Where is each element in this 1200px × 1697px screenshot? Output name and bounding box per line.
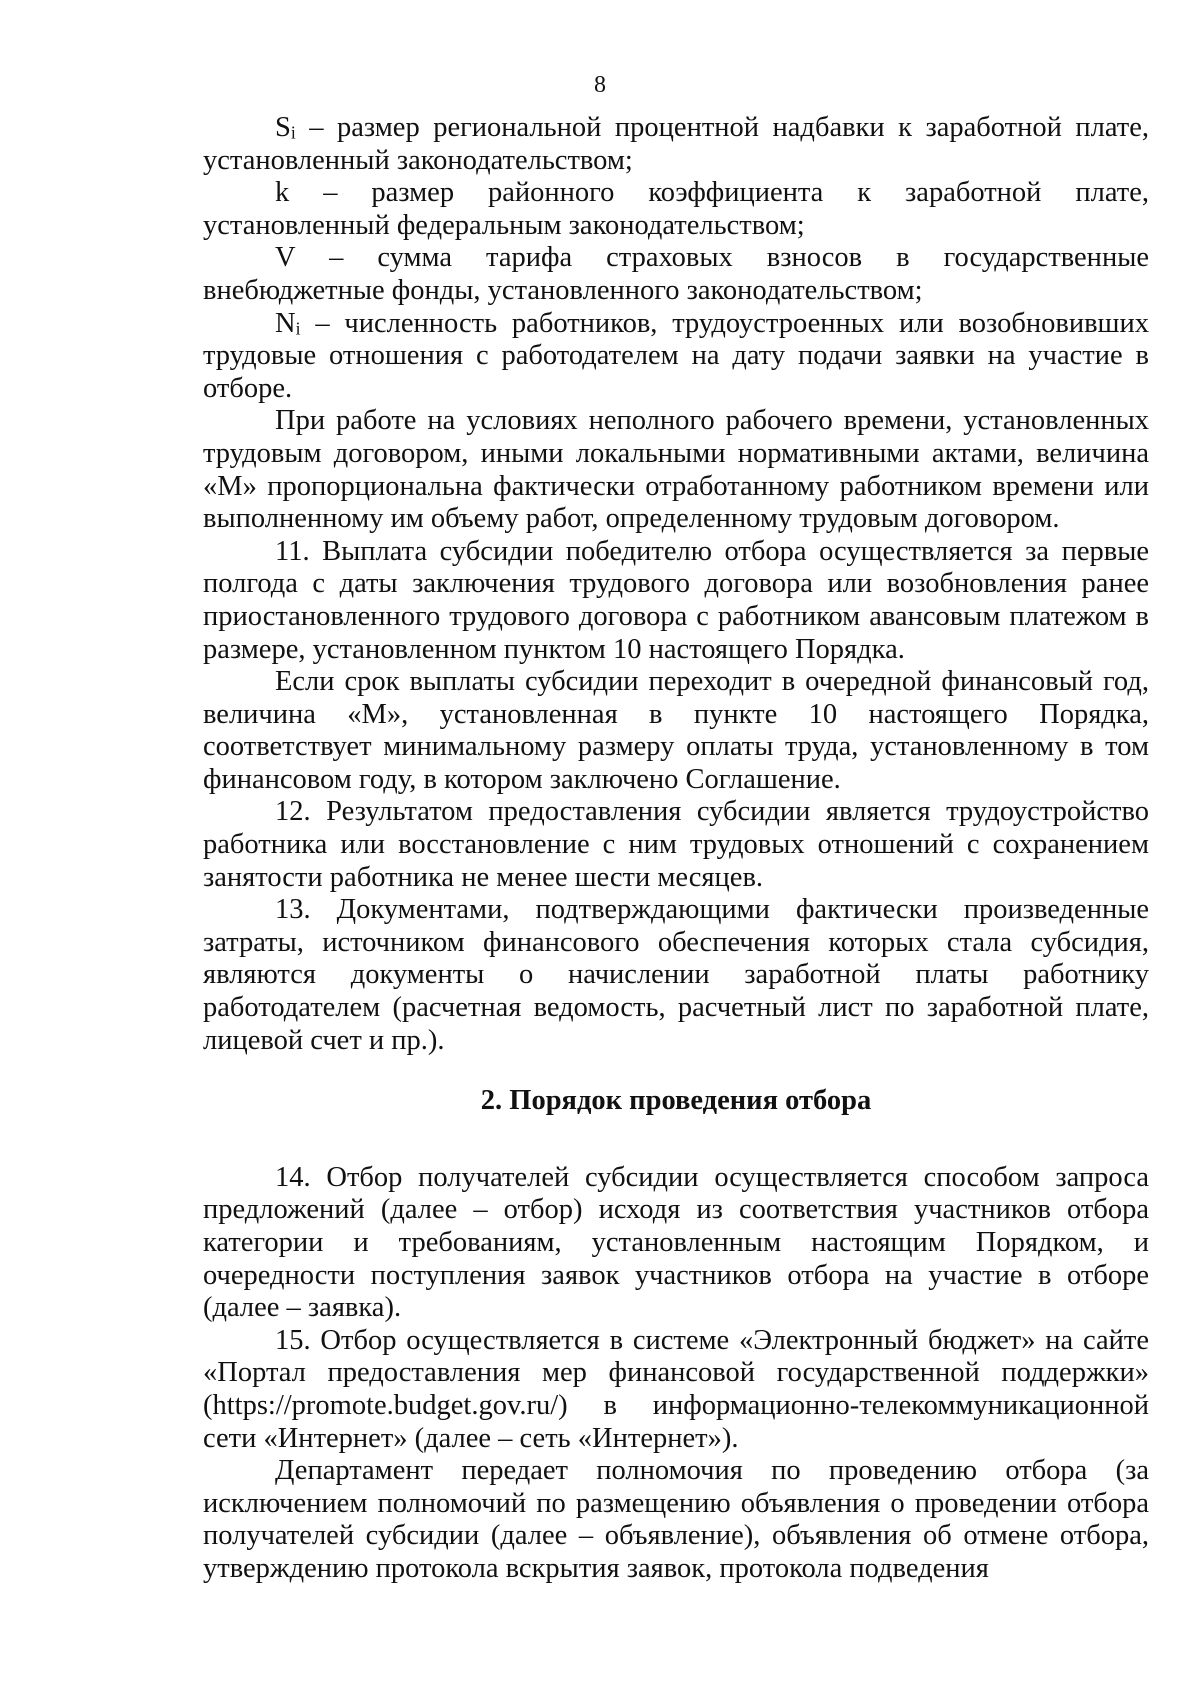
symbol-k: k	[275, 177, 290, 209]
paragraph-11: 11. Выплата субсидии победителю отбора осуществляется за первые полгода с даты заключения трудового договора или возобновления ранее приостановленного трудового договора с работником авансовым платежом в размере, установленном пунктом 10 настоящего Порядка.	[203, 535, 1149, 665]
definition-text: – численность работников, трудоустроенных или возобновивших трудовые отношения с работодателем на дату подачи заявки на участие в отборе.	[203, 307, 1149, 404]
paragraph-department: Департамент передает полномочия по проведению отбора (за исключением полномочий по размещению объявления о проведении отбора получателей субсидии (далее – объявление), объявления об отмене отбора, утверждению протокола вскрытия заявок, протокола подведения	[203, 1455, 1149, 1584]
definition-text: – размер районного коэффициента к заработной плате, установленный федеральным законодательством;	[203, 177, 1149, 241]
page-number: 8	[594, 72, 606, 98]
definition-text: – сумма тарифа страховых взносов в государственные внебюджетные фонды, установленного законодательством;	[203, 242, 1149, 306]
definition-k	[203, 177, 1149, 242]
paragraph-15: 15. Отбор осуществляется в системе «Электронный бюджет» на сайте «Портал предоставления мер финансовой государственной поддержки» (https://promote.budget.gov.ru/) в информационно-телекоммуникационной сети «Интернет» (далее – сеть «Интернет»).	[203, 1324, 1149, 1454]
subscript-i: i	[290, 122, 296, 143]
section-heading: 2. Порядок проведения отбора	[480, 1085, 872, 1117]
symbol-n: N	[275, 307, 296, 339]
definition-v	[203, 242, 1149, 307]
paragraph-14: 14. Отбор получателей субсидии осуществляется способом запроса предложений (далее – отбор) исходя из соответствия участников отбора категории и требованиям, установленным настоящим Порядком, и очередности поступления заявок участников отбора на участие в отборе (далее – заявка).	[203, 1161, 1149, 1324]
definition-si	[203, 112, 1149, 177]
definition-ni	[203, 308, 1149, 406]
definition-text: – размер региональной процентной надбавки к заработной плате, установленный законодательством;	[203, 112, 1149, 176]
document-body	[203, 112, 1149, 1586]
subscript-i: i	[295, 318, 301, 339]
symbol-v: V	[275, 242, 296, 274]
symbol-s: S	[275, 112, 291, 143]
paragraph-13: 13. Документами, подтверждающими фактически произведенные затраты, источником финансового обеспечения которых стала субсидия, являются документы о начислении заработной платы работнику работодателем (расчетная ведомость, расчетный лист по заработной плате, лицевой счет и пр.).	[203, 894, 1149, 1056]
paragraph-12: 12. Результатом предоставления субсидии является трудоустройство работника или восстановление с ним трудовых отношений с сохранением занятости работника не менее шести месяцев.	[203, 796, 1149, 893]
paragraph-11-continuation: Если срок выплаты субсидии переходит в очередной финансовый год, величина «М», установленная в пункте 10 настоящего Порядка, соответствует минимальному размеру оплаты труда, установленному в том финансовом году, в котором заключено Соглашение.	[203, 666, 1149, 795]
paragraph-part-time: При работе на условиях неполного рабочего времени, установленных трудовым договором, иными локальными нормативными актами, величина «М» пропорциональна фактически отработанному работником времени или выполненному им объему работ, определенному трудовым договором.	[203, 405, 1149, 535]
